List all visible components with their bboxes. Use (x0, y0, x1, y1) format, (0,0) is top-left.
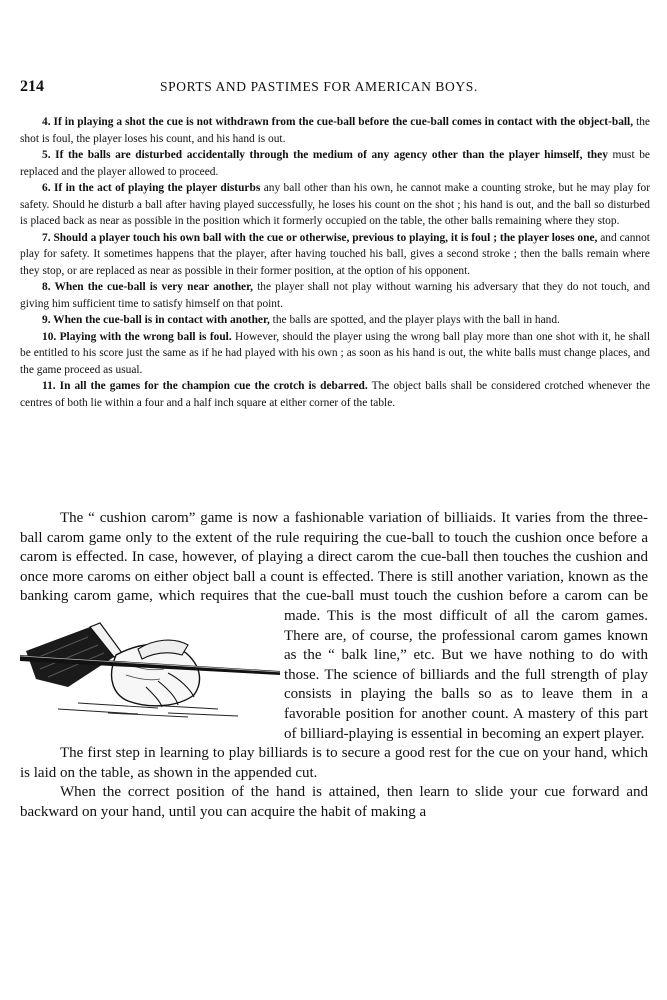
rule-text: However, should the player using the wrong ball play more than one shot with it, he shall be entitled to his score just the same as if he had played with his own ; as soon as his hand is out, the white balls must change places, and the game proceed as usual. (20, 330, 650, 376)
running-title: SPORTS AND PASTIMES FOR AMERICAN BOYS. (160, 79, 478, 94)
paragraph-text: The “ cushion carom” game is now a fashionable variation of billiaids. It varies from the three-ball carom game only to the extent of the rule requiring the cue-ball to touch the cushion once before a carom is effected. In case, however, of playing a direct carom the cue-ball then touches the cushion and once more caroms on either object ball a count is effected. There is still another variation, known as the banking carom game, which requires that the cue-ball must touch (20, 510, 648, 605)
rule-item (20, 279, 650, 312)
hand-cue-engraving (18, 609, 280, 726)
rule-lead: 6. If in the act of playing the player disturbs (42, 182, 261, 194)
rule-lead: 5. If the balls are disturbed accidentally through the medium of any agency other than the player himself, they (42, 149, 608, 161)
hand-bridge-illustration (18, 609, 280, 726)
rule-text: and cannot play for safety. It sometimes happens that the player, after having touched his ball, gives a second stroke ; then the balls remain where they stop, or are replaced as near as possible in their former position, at the option of his opponent. (20, 231, 650, 277)
rule-lead: 8. When the cue-ball is very near another, (42, 281, 253, 293)
rule-text: must be replaced and the player allowed to proceed. (20, 149, 650, 178)
rule-lead: 10. Playing with the wrong ball is foul. (42, 330, 232, 343)
rule-text: any ball other than his own, he cannot make a counting stroke, but he may play for safety. Should he disturb a ball after having played successfully, he loses his count on the shot ; his hand is out, and the ball so disturbed is placed back as near as possible in the position which it formerly occupied on the table, the other balls remaining where they stop. (20, 182, 650, 227)
paragraph (20, 509, 648, 744)
rule-text: the shot is foul, the player loses his count, and his hand is out. (20, 116, 650, 145)
rule-item (20, 147, 650, 180)
paragraph: When the correct position of the hand is attained, then learn to slide your cue forward and backward on your hand, until you can acquire the habit of making a (20, 784, 648, 820)
rule-text: the balls are spotted, and the player plays with the ball in hand. (269, 314, 560, 326)
rule-item (20, 329, 650, 379)
rule-lead: 7. Should a player touch his own ball with the cue or otherwise, previous to playing, it is foul ; the player loses one, (42, 231, 598, 244)
page-number: 214 (20, 78, 44, 95)
rule-item (20, 180, 650, 230)
rule-text: The object balls shall be considered crotched whenever the centres of both lie within a four and a half inch square at either corner of the table. (20, 380, 651, 409)
rule-lead: 4. If in playing a shot the cue is not withdrawn from the cue-ball before the cue-ball comes in contact with the object-ball, (42, 116, 634, 128)
rule-lead: 11. In all the games for the champion cue the crotch is debarred. (42, 380, 368, 392)
rule-item (20, 114, 650, 147)
body-text (20, 509, 648, 823)
rule-item (20, 312, 650, 329)
rule-item (20, 378, 650, 411)
paragraph-text: the cushion before a carom can be made. This is the most difficult of all the carom games. There are, of course, the professional carom games known as the “ balk line,” etc. But we have nothing to do with those. The science of billiards and the full strength of play consists in playing the balls so as to leave them in a favorable position for another count. A mastery of this part of billiard-playing is essential in becoming an expert player. (284, 588, 648, 742)
rule-item (20, 230, 650, 280)
paragraph: The first step in learning to play billiards is to secure a good rest for the cue on your hand, which is laid on the table, as shown in the appended cut. (20, 745, 648, 781)
page-header (20, 78, 648, 98)
rules-list (20, 114, 650, 411)
rule-text: the player shall not play without warning his adversary that they do not touch, and giving him sufficient time to satisfy himself on that point. (20, 281, 650, 310)
rule-lead: 9. When the cue-ball is in contact with another, (42, 314, 270, 326)
